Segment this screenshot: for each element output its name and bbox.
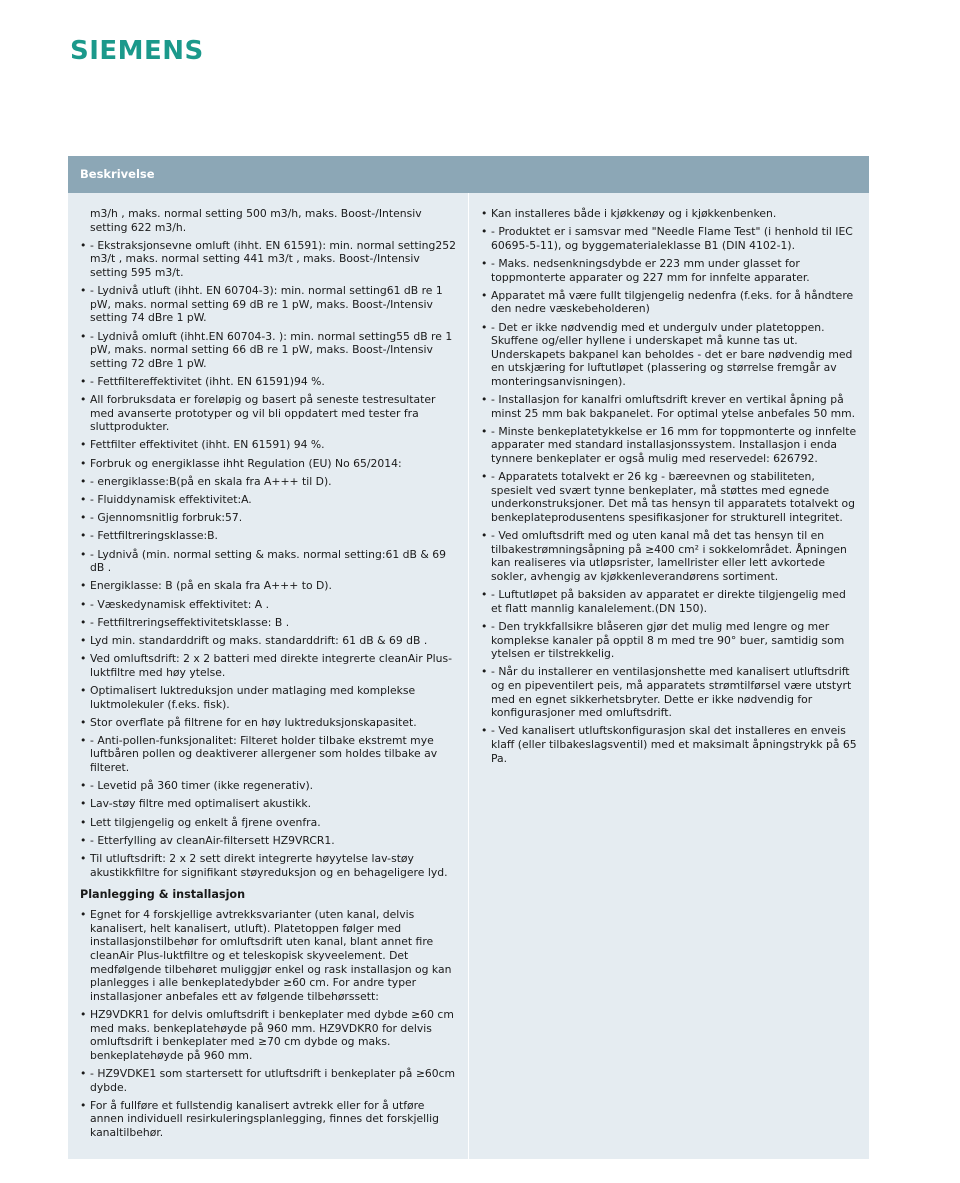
list-item: • Lav-støy filtre med optimalisert akustikk.	[80, 797, 456, 811]
list-item: • All forbruksdata er foreløpig og basert på seneste testresultater med avanserte prototyper og vil bli oppdatert med tester fra sluttprodukter.	[80, 393, 456, 434]
list-item: • - energiklasse:B(på en skala fra A+++ til D).	[80, 475, 456, 489]
description-panel	[68, 156, 869, 1159]
list-item: • Apparatet må være fullt tilgjengelig nedenfra (f.eks. for å håndtere den nedre væskebeholderen)	[481, 289, 857, 316]
section-header: Beskrivelse	[68, 156, 869, 193]
list-item: • - Når du installerer en ventilasjonshette med kanalisert utluftsdrift og en pipeventilert peis, må apparatets strømtilførsel være utstyrt med en egnet sikkerhetsbryter. Dette er ikke nødvendig for konfigurasjoner med omluftsdrift.	[481, 665, 857, 719]
list-item: • - Ekstraksjonsevne omluft (ihht. EN 61591): min. normal setting252 m3/t , maks. normal setting 441 m3/t , maks. Boost-/Intensiv setting 595 m3/t.	[80, 239, 456, 280]
right-column	[469, 193, 869, 1159]
list-item: • Til utluftsdrift: 2 x 2 sett direkt integrerte høyytelse lav-støy akustikkfiltre for signifikant støyreduksjon og en behageligere lyd.	[80, 852, 456, 879]
list-item: • - Den trykkfallsikre blåseren gjør det mulig med lengre og mer komplekse kanaler på opptil 8 m med tre 90° buer, samtidig som ytelsen er tilstrekkelig.	[481, 620, 857, 661]
right-bullet-list	[481, 207, 857, 765]
list-item: • - HZ9VDKE1 som startersett for utluftsdrift i benkeplater på ≥60cm dybde.	[80, 1067, 456, 1094]
list-item: • - Minste benkeplatetykkelse er 16 mm for toppmonterte og innfelte apparater med standard installasjonssystem. Installasjon i enda tynnere benkeplater er også mulig med reservedel: 626792.	[481, 425, 857, 466]
list-item: • Stor overflate på filtrene for en høy luktreduksjonskapasitet.	[80, 716, 456, 730]
list-item: • - Fluiddynamisk effektivitet:A.	[80, 493, 456, 507]
planning-bullet-list	[80, 908, 456, 1139]
list-item: • For å fullføre et fullstendig kanalisert avtrekk eller for å utføre annen individuell resirkuleringsplanlegging, finnes det forskjellig kanaltilbehør.	[80, 1099, 456, 1140]
left-bullet-list	[80, 239, 456, 879]
list-item: • - Fettfiltreringseffektivitetsklasse: B .	[80, 616, 456, 630]
list-item: • Egnet for 4 forskjellige avtrekksvarianter (uten kanal, delvis kanalisert, helt kanalisert, utluft). Platetoppen følger med installasjonstilbehør for omluftsdrift uten kanal, blant annet fire cleanAir Plus-luktfiltre og et teleskopisk skyveelement. Det medfølgende tilbehøret muliggjør enkel og rask installasjon og kan planlegges i alle benkeplatedybder ≥60 cm. For andre typer installasjoner anbefales ett av følgende tilbehørssett:	[80, 908, 456, 1003]
left-column	[68, 193, 468, 1159]
list-item: • - Etterfylling av cleanAir-filtersett HZ9VRCR1.	[80, 834, 456, 848]
list-item: • Lyd min. standarddrift og maks. standarddrift: 61 dB & 69 dB .	[80, 634, 456, 648]
list-item: • - Anti-pollen-funksjonalitet: Filteret holder tilbake ekstremt mye luftbåren pollen og deaktiverer allergener som holdes tilbake av filteret.	[80, 734, 456, 775]
list-item: • HZ9VDKR1 for delvis omluftsdrift i benkeplater med dybde ≥60 cm med maks. benkeplatehøyde på 960 mm. HZ9VDKR0 for delvis omluftsdrift i benkeplater med ≥70 cm dybde og maks. benkeplatehøyde på 960 mm.	[80, 1008, 456, 1062]
list-item: • - Lydnivå (min. normal setting & maks. normal setting:61 dB & 69 dB .	[80, 548, 456, 575]
list-item: • - Lydnivå utluft (ihht. EN 60704-3): min. normal setting61 dB re 1 pW, maks. normal setting 69 dB re 1 pW, maks. Boost-/Intensiv setting 74 dBre 1 pW.	[80, 284, 456, 325]
list-item: • - Luftutløpet på baksiden av apparatet er direkte tilgjengelig med et flatt mannlig kanalelement.(DN 150).	[481, 588, 857, 615]
list-item: • - Gjennomsnitlig forbruk:57.	[80, 511, 456, 525]
list-item: • Ved omluftsdrift: 2 x 2 batteri med direkte integrerte cleanAir Plus-luktfiltre med høy ytelse.	[80, 652, 456, 679]
list-item: • - Maks. nedsenkningsdybde er 223 mm under glasset for toppmonterte apparater og 227 mm for innfelte apparater.	[481, 257, 857, 284]
list-item: • - Det er ikke nødvendig med et undergulv under platetoppen. Skuffene og/eller hyllene i underskapet må kunne tas ut. Underskapets bakpanel kan beholdes - det er bare nødvendig med en utskjæring for luftutløpet (plassering og størrelse fremgår av monteringsanvisningen).	[481, 321, 857, 389]
list-item: • - Ved omluftsdrift med og uten kanal må det tas hensyn til en tilbakestrømningsåpning på ≥400 cm² i sokkelområdet. Åpningen kan realiseres via utløpsrister, lamellrister eller lett avkortede sokler, avhengig av kjøkkenleverandørens sortiment.	[481, 529, 857, 583]
list-item: • - Lydnivå omluft (ihht.EN 60704-3. ): min. normal setting55 dB re 1 pW, maks. normal setting 66 dB re 1 pW, maks. Boost-/Intensiv setting 72 dBre 1 pW.	[80, 330, 456, 371]
list-item: • - Ved kanalisert utluftskonfigurasjon skal det installeres en enveis klaff (eller tilbakeslagsventil) med et maksimalt åpningstrykk på 65 Pa.	[481, 724, 857, 765]
left-list	[80, 207, 456, 234]
siemens-logo: SIEMENS	[70, 36, 204, 66]
list-item: • Energiklasse: B (på en skala fra A+++ to D).	[80, 579, 456, 593]
list-item: • - Væskedynamisk effektivitet: A .	[80, 598, 456, 612]
planning-heading: Planlegging & installasjon	[80, 888, 246, 902]
list-item: • Kan installeres både i kjøkkenøy og i kjøkkenbenken.	[481, 207, 857, 221]
list-item: • Lett tilgjengelig og enkelt å fjrene ovenfra.	[80, 816, 456, 830]
list-item: • - Apparatets totalvekt er 26 kg - bæreevnen og stabiliteten, spesielt ved svært tynne benkeplater, må støttes med egnede underkonstruksjoner. Det må tas hensyn til apparatets totalvekt og benkeplateprodusentens spesifikasjoner for strukturell integritet.	[481, 470, 857, 524]
list-item: • Fettfilter effektivitet (ihht. EN 61591) 94 %.	[80, 438, 456, 452]
list-item: • - Levetid på 360 timer (ikke regenerativ).	[80, 779, 456, 793]
list-item: • - Installasjon for kanalfri omluftsdrift krever en vertikal åpning på minst 25 mm bak bakpanelet. For optimal ytelse anbefales 50 mm.	[481, 393, 857, 420]
list-item: • Optimalisert luktreduksjon under matlaging med komplekse luktmolekuler (f.eks. fisk).	[80, 684, 456, 711]
list-item: • - Produktet er i samsvar med "Needle Flame Test" (i henhold til IEC 60695-5-11), og byggematerialeklasse B1 (DIN 4102-1).	[481, 225, 857, 252]
list-item: • Forbruk og energiklasse ihht Regulation (EU) No 65/2014:	[80, 457, 456, 471]
list-item: • - Fettfiltereffektivitet (ihht. EN 61591)94 %.	[80, 375, 456, 389]
list-item-continuation: m3/h , maks. normal setting 500 m3/h, maks. Boost-/Intensiv setting 622 m3/h.	[90, 207, 422, 234]
list-item: • - Fettfiltreringsklasse:B.	[80, 529, 456, 543]
